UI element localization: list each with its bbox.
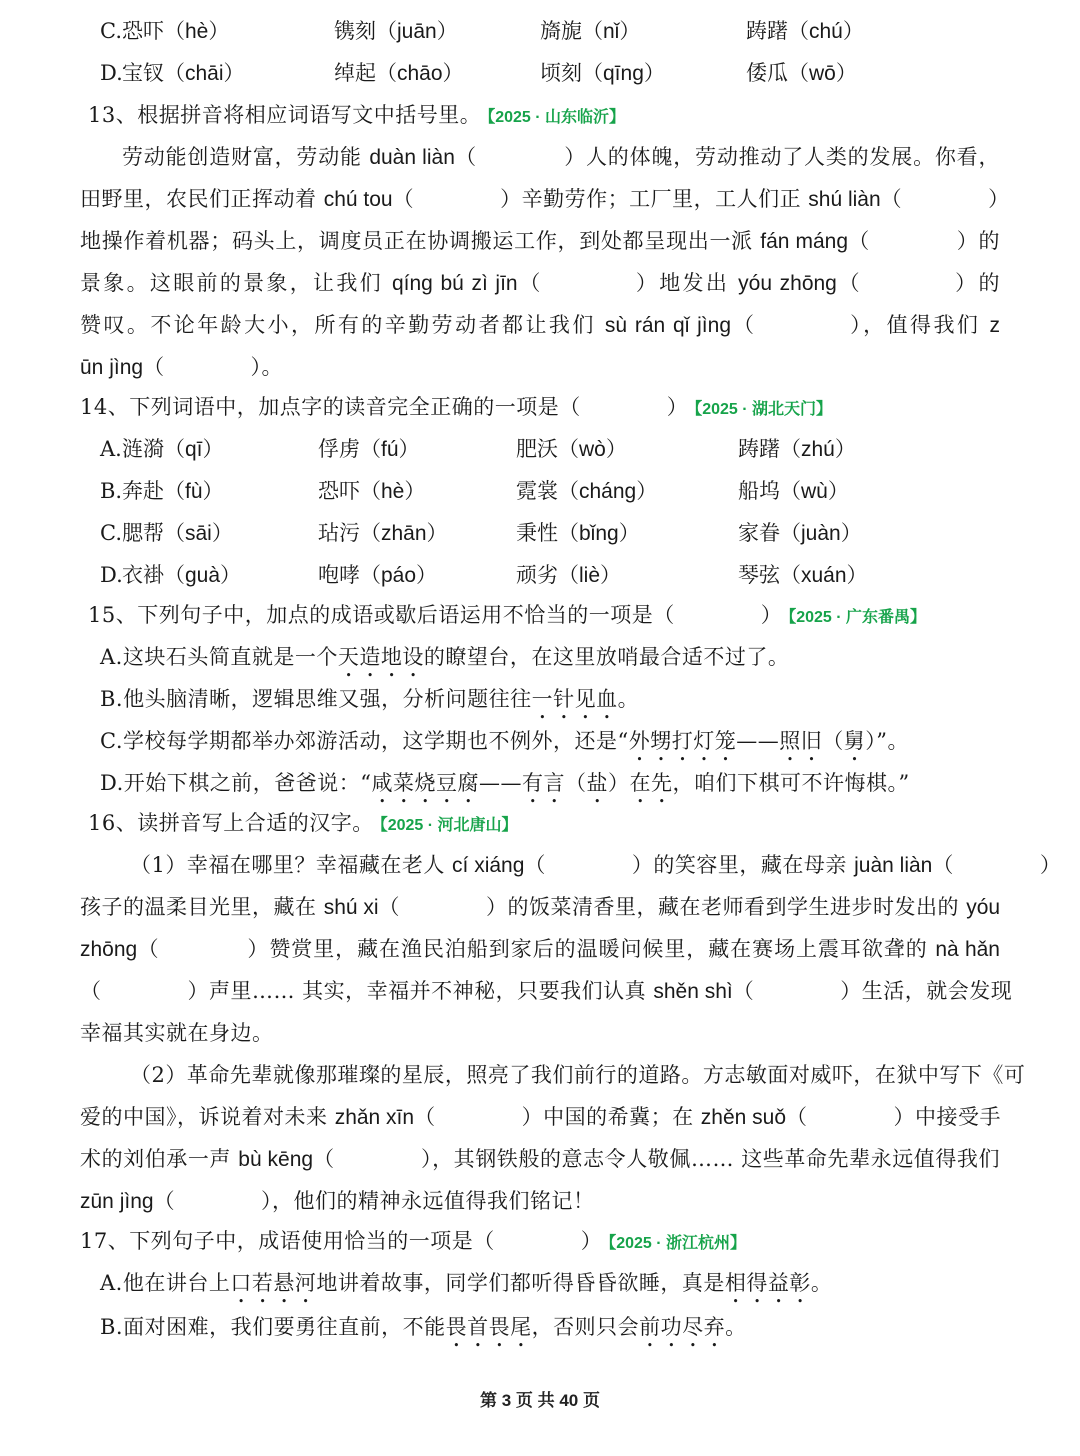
source-tag: 【2025 · 山东临沂】 bbox=[487, 109, 626, 126]
pinyin: yóu bbox=[966, 896, 1001, 919]
passage-line bbox=[122, 142, 1000, 173]
paren: （ bbox=[164, 437, 185, 461]
passage-text: （ ）地发出 bbox=[517, 271, 739, 295]
option-word: 腮帮 bbox=[122, 521, 164, 545]
paren: ） bbox=[834, 437, 856, 461]
question-16-title: 16、读拼音写上合适的汉字。 【2025 · 河北唐山】 bbox=[88, 811, 518, 835]
emphasized-phrase: 天造地设 bbox=[337, 645, 424, 669]
paren: （ bbox=[558, 437, 579, 461]
option-word: 秉性 bbox=[516, 521, 558, 545]
sentence-text: D.开始下棋之前，爸爸说：“ bbox=[100, 771, 372, 795]
source-tag: 【2025 · 浙江杭州】 bbox=[608, 1235, 747, 1252]
paren: （ bbox=[376, 61, 397, 85]
paren: （ bbox=[780, 563, 801, 587]
option-word: 宝钗 bbox=[122, 61, 164, 85]
paren: （ bbox=[780, 479, 801, 503]
option-pinyin: nǐ bbox=[603, 20, 620, 43]
option-pinyin: sāi bbox=[185, 522, 212, 545]
page-footer: 第 3 页 共 40 页 bbox=[480, 1391, 600, 1410]
pinyin: bù kēng bbox=[238, 1148, 314, 1171]
passage-text: （ ）中国的希冀；在 bbox=[414, 1105, 701, 1129]
passage-text: （ ） bbox=[932, 853, 1062, 877]
sentence-text: ，否则只会 bbox=[531, 1315, 640, 1339]
pinyin: fán máng bbox=[760, 230, 849, 253]
option-pinyin: zhān bbox=[381, 522, 427, 545]
paren: （ bbox=[164, 521, 185, 545]
paren: （ bbox=[558, 479, 579, 503]
passage-text: 田野里，农民们正挥动着 bbox=[80, 187, 324, 211]
option-item bbox=[122, 16, 229, 47]
paren: ） bbox=[404, 479, 426, 503]
pinyin: zhěn suǒ bbox=[700, 1106, 786, 1129]
option-pinyin: qīng bbox=[603, 62, 644, 85]
paren: ） bbox=[416, 563, 438, 587]
option-word: 绰起 bbox=[334, 61, 376, 85]
option-pinyin: wò bbox=[579, 438, 606, 461]
option-pinyin: chāi bbox=[185, 62, 224, 85]
passage-text: （ ） bbox=[880, 187, 1010, 211]
source-tag: 【2025 · 河北唐山】 bbox=[379, 817, 518, 834]
option-word: 咆哮 bbox=[318, 563, 360, 587]
option-word: 恐吓 bbox=[122, 19, 164, 43]
paren: ） bbox=[842, 19, 864, 43]
paren: ） bbox=[223, 61, 245, 85]
emphasized-phrase: 外甥打灯笼——照旧（舅） bbox=[628, 729, 877, 753]
question-17-title: 17、下列句子中，成语使用恰当的一项是（ ） 【2025 · 浙江杭州】 bbox=[80, 1229, 747, 1253]
option-item bbox=[516, 434, 627, 465]
option-word: 衣褂 bbox=[122, 563, 164, 587]
option-item bbox=[122, 58, 245, 89]
option-word: 肥沃 bbox=[516, 437, 558, 461]
option-word: 踌躇 bbox=[738, 437, 780, 461]
passage-text: （2）革命先辈就像那璀璨的星辰，照亮了我们前行的道路。方志敏面对威吓，在狱中写下《可 bbox=[130, 1063, 1026, 1087]
paren: ） bbox=[840, 521, 862, 545]
question-13-title: 13、根据拼音将相应词语写文中括号里。 【2025 · 山东临沂】 bbox=[88, 103, 626, 127]
sentence-text: ，咱们下棋可不许悔棋。” bbox=[672, 771, 910, 795]
option-word: 顽劣 bbox=[516, 563, 558, 587]
sentence-text: A.这块石头简直就是一个 bbox=[100, 645, 338, 669]
option-word: 奔赴 bbox=[122, 479, 164, 503]
option-pinyin: wù bbox=[801, 480, 828, 503]
paren: （ bbox=[360, 521, 381, 545]
question-15-title: 15、下列句子中，加点的成语或歇后语运用不恰当的一项是（ ） 【2025 · 广东番禺】 bbox=[88, 603, 927, 627]
option-word: 涟漪 bbox=[122, 437, 164, 461]
paren: （ bbox=[558, 521, 579, 545]
option-sentence bbox=[100, 768, 910, 808]
passage-text: 幸福其实就在身边。 bbox=[80, 1021, 274, 1045]
option-word: 船坞 bbox=[738, 479, 780, 503]
sentence-text: B.面对困难，我们要勇往直前，不能 bbox=[100, 1315, 446, 1339]
sentence-text: B.他头脑清晰，逻辑思维又强，分析问题往往 bbox=[100, 687, 532, 711]
option-pinyin: wō bbox=[809, 62, 836, 85]
pinyin: qíng bú zì jīn bbox=[391, 272, 518, 295]
paren: （ bbox=[164, 479, 185, 503]
sentence-text: 的瞭望台，在这里放哨最合适不过了。 bbox=[423, 645, 790, 669]
question-14-title: 14、下列词语中，加点字的读音完全正确的一项是（ ） 【2025 · 湖北天门】 bbox=[80, 395, 833, 419]
passage-text: （ ）的饭菜清香里，藏在老师看到学生进步时发出的 bbox=[378, 895, 967, 919]
passage-text: （ ）的笑容里，藏在母亲 bbox=[524, 853, 855, 877]
pinyin: shú liàn bbox=[808, 188, 881, 211]
sentence-text: 。 bbox=[810, 1271, 833, 1295]
passage-line bbox=[80, 226, 1000, 257]
option-item bbox=[516, 518, 640, 549]
passage-text: （ ）声里…… 其实，幸福并不神秘，只要我们认真 bbox=[80, 979, 654, 1003]
passage-text: （ ）的 bbox=[848, 229, 1000, 253]
emphasized-phrase: 咸菜烧豆腐——有言（盐）在先 bbox=[371, 771, 673, 795]
paren: ） bbox=[426, 521, 448, 545]
option-pinyin: fù bbox=[185, 480, 203, 503]
option-word: 俘虏 bbox=[318, 437, 360, 461]
passage-text: （ ），其钢铁般的意志令人敬佩…… 这些革命先辈永远值得我们 bbox=[313, 1147, 1000, 1171]
paren: ） bbox=[208, 19, 230, 43]
passage-text: （ ）人的体魄，劳动推动了人类的发展。你看， bbox=[454, 145, 1000, 169]
pinyin: ūn jìng bbox=[80, 356, 144, 379]
passage-line bbox=[80, 352, 283, 383]
option-sentence bbox=[100, 726, 909, 766]
option-pinyin: guà bbox=[185, 564, 221, 587]
passage-text: （ ），值得我们 bbox=[731, 313, 990, 337]
option-word: 旖旎 bbox=[540, 19, 582, 43]
source-tag: 【2025 · 广东番禺】 bbox=[788, 609, 927, 626]
option-pinyin: liè bbox=[579, 564, 601, 587]
paren: ） bbox=[202, 437, 224, 461]
passage-line bbox=[80, 310, 1000, 341]
passage-line bbox=[80, 1186, 595, 1217]
pinyin: zhǎn xīn bbox=[334, 1106, 415, 1129]
paren: （ bbox=[558, 563, 579, 587]
passage-text: 爱的中国》，诉说着对未来 bbox=[80, 1105, 335, 1129]
passage-line bbox=[80, 892, 1000, 923]
option-pinyin: hè bbox=[381, 480, 405, 503]
option-item bbox=[122, 434, 224, 465]
paren: （ bbox=[780, 437, 801, 461]
paren: （ bbox=[164, 19, 185, 43]
option-item bbox=[516, 476, 657, 507]
pinyin: z bbox=[989, 314, 1000, 337]
option-pinyin: páo bbox=[381, 564, 417, 587]
option-pinyin: hè bbox=[185, 20, 209, 43]
passage-line bbox=[80, 268, 1000, 299]
option-pinyin: juàn bbox=[801, 522, 841, 545]
option-pinyin: chú bbox=[809, 20, 843, 43]
option-label: D. bbox=[100, 61, 123, 85]
option-pinyin: juān bbox=[397, 20, 437, 43]
pinyin: cí xiáng bbox=[452, 854, 525, 877]
sentence-text: 地讲着故事，同学们都听得昏昏欲睡，真是 bbox=[316, 1271, 725, 1295]
option-sentence bbox=[100, 1268, 832, 1308]
paren: （ bbox=[376, 19, 397, 43]
passage-text: （ ），他们的精神永远值得我们铭记！ bbox=[153, 1189, 595, 1213]
option-label: A. bbox=[100, 437, 122, 461]
passage-line bbox=[80, 934, 1000, 965]
option-word: 顷刻 bbox=[540, 61, 582, 85]
option-item bbox=[318, 476, 425, 507]
option-pinyin: bǐng bbox=[579, 522, 619, 545]
passage-line bbox=[80, 1102, 1000, 1133]
paren: ） bbox=[202, 479, 224, 503]
option-word: 家眷 bbox=[738, 521, 780, 545]
option-word: 霓裳 bbox=[516, 479, 558, 503]
passage-text: 术的刘伯承一声 bbox=[80, 1147, 239, 1171]
passage-text: 孩子的温柔目光里，藏在 bbox=[80, 895, 324, 919]
pinyin: shěn shì bbox=[653, 980, 733, 1003]
option-item bbox=[738, 434, 856, 465]
pinyin: yóu zhōng bbox=[738, 272, 837, 295]
passage-text: （ ）。 bbox=[143, 355, 284, 379]
option-label: C. bbox=[100, 521, 122, 545]
passage-text: 地操作着机器；码头上，调度员正在协调搬运工作，到处都呈现出一派 bbox=[80, 229, 761, 253]
option-item bbox=[746, 16, 864, 47]
paren: ） bbox=[442, 61, 464, 85]
emphasized-phrase: 一针见血 bbox=[531, 687, 618, 711]
option-item bbox=[738, 560, 868, 591]
passage-line bbox=[80, 976, 1013, 1007]
passage-line bbox=[130, 1060, 1026, 1090]
option-word: 琴弦 bbox=[738, 563, 780, 587]
pinyin: zūn jìng bbox=[80, 1190, 154, 1213]
paren: （ bbox=[780, 521, 801, 545]
option-word: 恐吓 bbox=[318, 479, 360, 503]
option-item bbox=[122, 518, 233, 549]
option-item bbox=[540, 16, 640, 47]
passage-line bbox=[80, 1018, 274, 1048]
pinyin: sù rán qǐ jìng bbox=[604, 314, 731, 337]
option-word: 踌躇 bbox=[746, 19, 788, 43]
pinyin: duàn liàn bbox=[369, 146, 455, 169]
pinyin: shú xi bbox=[323, 896, 379, 919]
paren: ） bbox=[600, 563, 622, 587]
option-label: D. bbox=[100, 563, 123, 587]
option-label: B. bbox=[100, 479, 123, 503]
option-item bbox=[334, 58, 464, 89]
option-pinyin: zhú bbox=[801, 438, 835, 461]
passage-text: 赞叹。不论年龄大小，所有的辛勤劳动者都让我们 bbox=[80, 313, 605, 337]
passage-line bbox=[130, 850, 1062, 881]
option-item bbox=[746, 58, 857, 89]
paren: （ bbox=[788, 19, 809, 43]
option-pinyin: xuán bbox=[801, 564, 847, 587]
option-pinyin: fú bbox=[381, 438, 399, 461]
option-item bbox=[122, 560, 241, 591]
emphasized-phrase: 口若悬河 bbox=[230, 1271, 317, 1295]
paren: ） bbox=[827, 479, 849, 503]
paren: （ bbox=[164, 61, 185, 85]
paren: （ bbox=[164, 563, 185, 587]
sentence-text: A.他在讲台上 bbox=[100, 1271, 231, 1295]
option-sentence bbox=[100, 642, 789, 682]
passage-line bbox=[80, 1144, 1000, 1175]
paren: ） bbox=[211, 521, 233, 545]
option-pinyin: qī bbox=[185, 438, 203, 461]
paren: （ bbox=[788, 61, 809, 85]
pinyin: juàn liàn bbox=[854, 854, 933, 877]
paren: ） bbox=[643, 61, 665, 85]
passage-text: （ ）的 bbox=[836, 271, 1000, 295]
passage-line bbox=[80, 184, 1010, 215]
option-item bbox=[318, 518, 448, 549]
paren: ） bbox=[636, 479, 658, 503]
option-pinyin: chāo bbox=[397, 62, 443, 85]
option-item bbox=[122, 476, 224, 507]
passage-text: 景象。这眼前的景象，让我们 bbox=[80, 271, 392, 295]
paren: ） bbox=[436, 19, 458, 43]
sentence-text: ”。 bbox=[876, 729, 909, 753]
passage-text: （ ）赞赏里，藏在渔民泊船到家后的温暖问候里，藏在赛场上震耳欲聋的 bbox=[137, 937, 936, 961]
option-item bbox=[318, 560, 437, 591]
paren: ） bbox=[619, 19, 641, 43]
emphasized-phrase: 相得益彰 bbox=[724, 1271, 811, 1295]
sentence-text: 。 bbox=[617, 687, 640, 711]
paren: ） bbox=[398, 437, 420, 461]
option-pinyin: cháng bbox=[579, 480, 637, 503]
option-sentence bbox=[100, 684, 639, 724]
option-word: 镌刻 bbox=[334, 19, 376, 43]
paren: （ bbox=[360, 563, 381, 587]
paren: （ bbox=[360, 479, 381, 503]
emphasized-phrase: 前功尽弃 bbox=[639, 1315, 726, 1339]
option-word: 倭瓜 bbox=[746, 61, 788, 85]
sentence-text: 。 bbox=[725, 1315, 747, 1339]
passage-text: （ ）中接受手 bbox=[786, 1105, 1001, 1129]
source-tag: 【2025 · 湖北天门】 bbox=[694, 401, 833, 418]
option-item bbox=[318, 434, 420, 465]
sentence-text: C.学校每学期都举办郊游活动，这学期也不例外，还是“ bbox=[100, 729, 629, 753]
paren: ） bbox=[605, 437, 627, 461]
emphasized-phrase: 畏首畏尾 bbox=[445, 1315, 532, 1339]
option-label: C. bbox=[100, 19, 122, 43]
pinyin: chú tou bbox=[323, 188, 393, 211]
paren: ） bbox=[220, 563, 242, 587]
pinyin: nà hǎn bbox=[935, 938, 1000, 961]
passage-text: 劳动能创造财富，劳动能 bbox=[122, 145, 370, 169]
option-sentence bbox=[100, 1312, 747, 1352]
pinyin: zhōng bbox=[80, 938, 138, 961]
option-item bbox=[738, 476, 849, 507]
option-item bbox=[540, 58, 665, 89]
paren: ） bbox=[846, 563, 868, 587]
paren: ） bbox=[618, 521, 640, 545]
option-word: 玷污 bbox=[318, 521, 360, 545]
option-item bbox=[516, 560, 621, 591]
passage-text: （ ）生活，就会发现 bbox=[732, 979, 1013, 1003]
paren: （ bbox=[582, 61, 603, 85]
option-item bbox=[334, 16, 458, 47]
paren: ） bbox=[835, 61, 857, 85]
paren: （ bbox=[360, 437, 381, 461]
passage-text: （ ）辛勤劳作；工厂里，工人们正 bbox=[392, 187, 809, 211]
option-item bbox=[738, 518, 862, 549]
passage-text: （1）幸福在哪里？幸福藏在老人 bbox=[130, 853, 453, 877]
paren: （ bbox=[582, 19, 603, 43]
